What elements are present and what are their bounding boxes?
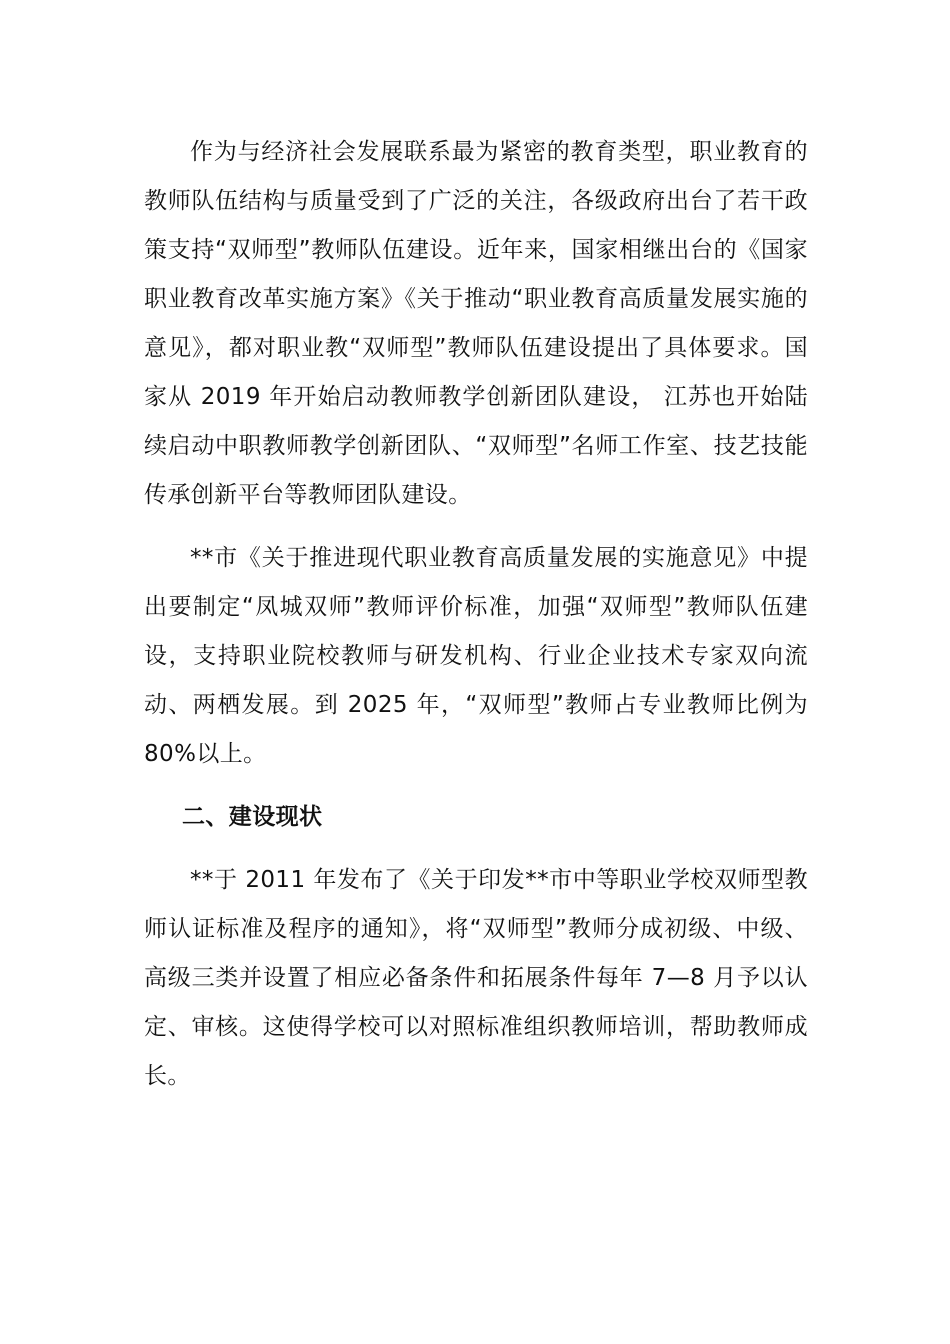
paragraph-current-status: **于 2011 年发布了《关于印发**市中等职业学校双师型教师认证标准及程序的通知》，将“双师型”教师分成初级、中级、高级三类并设置了相应必备条件和拓展条件每年 7—8 月予以认定、审核。这使得学校可以对照标准组织教师培训，帮助教师成长。 — [144, 867, 808, 1089]
paragraph-city-opinion: **市《关于推进现代职业教育高质量发展的实施意见》中提出要制定“凤城双师”教师评价标准，加强“双师型”教师队伍建设，支持职业院校教师与研发机构、行业企业技术专家双向流动、两栖发展。到 2025 年，“双师型”教师占专业教师比例为 80%以上。 — [144, 545, 808, 767]
paragraph-vocational-policy: 作为与经济社会发展联系最为紧密的教育类型，职业教育的教师队伍结构与质量受到了广泛的关注，各级政府出台了若干政策支持“双师型”教师队伍建设。近年来，国家相继出台的《国家职业教育改革实施方案》《关于推动“职业教育高质量发展实施的意见》，都对职业教“双师型”教师队伍建设提出了具体要求。国家从 2019 年开始启动教师教学创新团队建设， 江苏也开始陆续启动中职教师教学创新团队、“双师型”名师工作室、技艺技能传承创新平台等教师团队建设。 — [144, 139, 808, 508]
section-heading: 二、建设现状 — [182, 804, 323, 830]
document-page — [144, 128, 808, 1115]
